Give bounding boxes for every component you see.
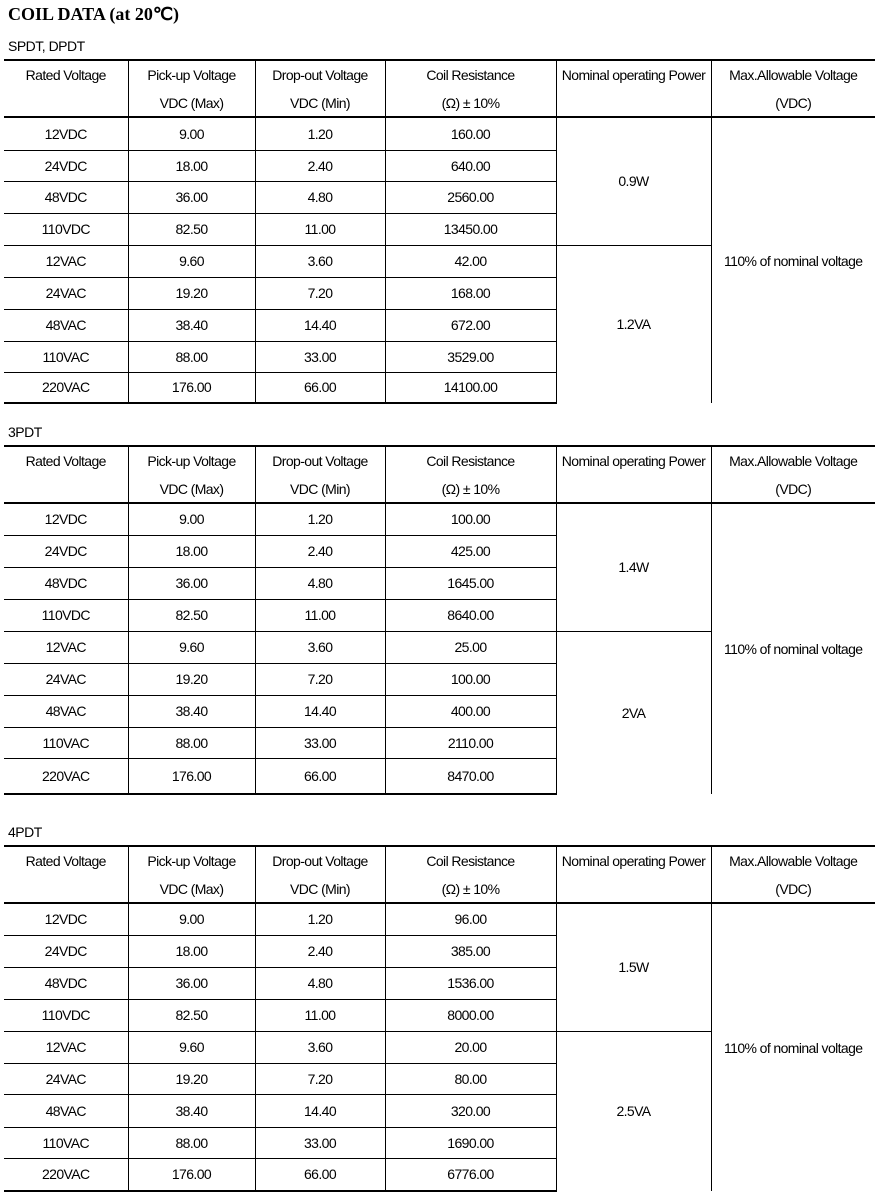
column-header: Pick-up Voltage (128, 60, 255, 89)
coil-resistance-cell: 160.00 (385, 117, 556, 150)
rated-voltage-cell: 220VAC (4, 1158, 128, 1191)
column-header (4, 875, 128, 903)
dropout-voltage-cell: 33.00 (255, 1127, 385, 1158)
rated-voltage-cell: 110VAC (4, 727, 128, 758)
max-allowable-voltage-cell: 110% of nominal voltage (724, 252, 863, 269)
pickup-voltage-cell: 88.00 (128, 727, 255, 758)
coil-resistance-cell: 96.00 (385, 903, 556, 935)
dropout-voltage-cell: 14.40 (255, 1094, 385, 1127)
coil-resistance-cell: 385.00 (385, 935, 556, 967)
section-label: 3PDT (8, 424, 42, 440)
coil-resistance-cell: 100.00 (385, 503, 556, 535)
rated-voltage-cell: 48VAC (4, 695, 128, 727)
dropout-voltage-cell: 14.40 (255, 695, 385, 727)
pickup-voltage-cell: 18.00 (128, 150, 255, 181)
rated-voltage-cell: 24VDC (4, 935, 128, 967)
pickup-voltage-cell: 176.00 (128, 372, 255, 403)
pickup-voltage-cell: 19.20 (128, 663, 255, 695)
pickup-voltage-cell: 176.00 (128, 1158, 255, 1191)
rated-voltage-cell: 24VAC (4, 1063, 128, 1094)
pickup-voltage-cell: 18.00 (128, 535, 255, 567)
column-header: Rated Voltage (4, 446, 128, 475)
coil-resistance-cell: 1536.00 (385, 967, 556, 999)
rated-voltage-cell: 110VDC (4, 999, 128, 1031)
column-header: (VDC) (711, 475, 875, 503)
rated-voltage-cell: 110VDC (4, 213, 128, 245)
column-header (556, 89, 711, 117)
column-header: Coil Resistance (385, 60, 556, 89)
dropout-voltage-cell: 2.40 (255, 935, 385, 967)
coil-data-table (4, 59, 875, 404)
column-header: Pick-up Voltage (128, 846, 255, 875)
dropout-voltage-cell: 3.60 (255, 1031, 385, 1063)
coil-resistance-cell: 1690.00 (385, 1127, 556, 1158)
rated-voltage-cell: 48VAC (4, 309, 128, 341)
pickup-voltage-cell: 38.40 (128, 309, 255, 341)
column-header: Drop-out Voltage (255, 446, 385, 475)
rated-voltage-cell: 24VAC (4, 277, 128, 309)
dropout-voltage-cell: 7.20 (255, 277, 385, 309)
dropout-voltage-cell: 4.80 (255, 181, 385, 213)
column-header: (Ω) ± 10% (385, 89, 556, 117)
pickup-voltage-cell: 82.50 (128, 999, 255, 1031)
nominal-power-ac-cell: 1.2VA (556, 245, 711, 403)
coil-resistance-cell: 42.00 (385, 245, 556, 277)
nominal-power-dc-cell: 1.5W (556, 903, 711, 1031)
column-header (4, 475, 128, 503)
pickup-voltage-cell: 38.40 (128, 695, 255, 727)
dropout-voltage-cell: 7.20 (255, 1063, 385, 1094)
column-header: Max.Allowable Voltage (711, 446, 875, 475)
header-row (4, 475, 875, 503)
rated-voltage-cell: 48VDC (4, 181, 128, 213)
dropout-voltage-cell: 2.40 (255, 150, 385, 181)
coil-data-table (4, 445, 875, 795)
column-header: VDC (Min) (255, 875, 385, 903)
coil-resistance-cell: 672.00 (385, 309, 556, 341)
coil-resistance-cell: 100.00 (385, 663, 556, 695)
dropout-voltage-cell: 4.80 (255, 967, 385, 999)
rated-voltage-cell: 12VAC (4, 245, 128, 277)
column-header: (VDC) (711, 89, 875, 117)
pickup-voltage-cell: 9.60 (128, 245, 255, 277)
coil-resistance-cell: 6776.00 (385, 1158, 556, 1191)
dropout-voltage-cell: 4.80 (255, 567, 385, 599)
column-header: VDC (Max) (128, 875, 255, 903)
dropout-voltage-cell: 11.00 (255, 999, 385, 1031)
page-title: COIL DATA (at 20℃) (8, 4, 180, 24)
header-row (4, 446, 875, 475)
coil-resistance-cell: 3529.00 (385, 341, 556, 372)
rated-voltage-cell: 12VDC (4, 903, 128, 935)
coil-resistance-cell: 320.00 (385, 1094, 556, 1127)
rated-voltage-cell: 48VAC (4, 1094, 128, 1127)
column-header (556, 475, 711, 503)
column-header: VDC (Max) (128, 89, 255, 117)
coil-resistance-cell: 425.00 (385, 535, 556, 567)
column-header: Nominal operating Power (556, 446, 711, 475)
coil-resistance-cell: 400.00 (385, 695, 556, 727)
rated-voltage-cell: 48VDC (4, 967, 128, 999)
dropout-voltage-cell: 11.00 (255, 213, 385, 245)
pickup-voltage-cell: 176.00 (128, 758, 255, 794)
pickup-voltage-cell: 9.60 (128, 631, 255, 663)
column-header: (Ω) ± 10% (385, 475, 556, 503)
header-row (4, 846, 875, 875)
dropout-voltage-cell: 66.00 (255, 372, 385, 403)
coil-resistance-cell: 20.00 (385, 1031, 556, 1063)
column-header (556, 875, 711, 903)
coil-resistance-cell: 2110.00 (385, 727, 556, 758)
pickup-voltage-cell: 36.00 (128, 967, 255, 999)
pickup-voltage-cell: 36.00 (128, 567, 255, 599)
coil-resistance-cell: 8000.00 (385, 999, 556, 1031)
column-header: VDC (Min) (255, 89, 385, 117)
dropout-voltage-cell: 33.00 (255, 341, 385, 372)
dropout-voltage-cell: 3.60 (255, 245, 385, 277)
column-header: Pick-up Voltage (128, 446, 255, 475)
pickup-voltage-cell: 9.00 (128, 117, 255, 150)
dropout-voltage-cell: 14.40 (255, 309, 385, 341)
rated-voltage-cell: 12VAC (4, 1031, 128, 1063)
column-header: Coil Resistance (385, 446, 556, 475)
coil-resistance-cell: 1645.00 (385, 567, 556, 599)
column-header: (VDC) (711, 875, 875, 903)
section-label: SPDT, DPDT (8, 38, 85, 54)
column-header: Nominal operating Power (556, 60, 711, 89)
dropout-voltage-cell: 3.60 (255, 631, 385, 663)
table-row (4, 903, 875, 935)
column-header: Max.Allowable Voltage (711, 60, 875, 89)
nominal-power-dc-cell: 1.4W (556, 503, 711, 631)
dropout-voltage-cell: 1.20 (255, 117, 385, 150)
nominal-power-ac-cell: 2.5VA (556, 1031, 711, 1191)
dropout-voltage-cell: 7.20 (255, 663, 385, 695)
pickup-voltage-cell: 88.00 (128, 1127, 255, 1158)
dropout-voltage-cell: 66.00 (255, 1158, 385, 1191)
nominal-power-dc-cell: 0.9W (556, 117, 711, 245)
column-header: (Ω) ± 10% (385, 875, 556, 903)
coil-resistance-cell: 640.00 (385, 150, 556, 181)
pickup-voltage-cell: 19.20 (128, 1063, 255, 1094)
coil-resistance-cell: 13450.00 (385, 213, 556, 245)
header-row (4, 875, 875, 903)
pickup-voltage-cell: 38.40 (128, 1094, 255, 1127)
rated-voltage-cell: 110VAC (4, 341, 128, 372)
rated-voltage-cell: 24VDC (4, 535, 128, 567)
column-header (4, 89, 128, 117)
pickup-voltage-cell: 19.20 (128, 277, 255, 309)
dropout-voltage-cell: 11.00 (255, 599, 385, 631)
pickup-voltage-cell: 9.60 (128, 1031, 255, 1063)
rated-voltage-cell: 220VAC (4, 758, 128, 794)
max-allowable-voltage-cell: 110% of nominal voltage (724, 1039, 863, 1056)
coil-resistance-cell: 8640.00 (385, 599, 556, 631)
pickup-voltage-cell: 88.00 (128, 341, 255, 372)
column-header: VDC (Max) (128, 475, 255, 503)
table-row (4, 117, 875, 150)
coil-resistance-cell: 14100.00 (385, 372, 556, 403)
rated-voltage-cell: 110VAC (4, 1127, 128, 1158)
pickup-voltage-cell: 82.50 (128, 213, 255, 245)
coil-data-table (4, 845, 875, 1192)
section-label: 4PDT (8, 824, 42, 840)
pickup-voltage-cell: 18.00 (128, 935, 255, 967)
column-header: Rated Voltage (4, 60, 128, 89)
coil-resistance-cell: 25.00 (385, 631, 556, 663)
rated-voltage-cell: 110VDC (4, 599, 128, 631)
column-header: Rated Voltage (4, 846, 128, 875)
coil-resistance-cell: 2560.00 (385, 181, 556, 213)
coil-resistance-cell: 80.00 (385, 1063, 556, 1094)
column-header: Coil Resistance (385, 846, 556, 875)
column-header: VDC (Min) (255, 475, 385, 503)
rated-voltage-cell: 12VDC (4, 117, 128, 150)
column-header: Drop-out Voltage (255, 846, 385, 875)
nominal-power-ac-cell: 2VA (556, 631, 711, 794)
dropout-voltage-cell: 2.40 (255, 535, 385, 567)
pickup-voltage-cell: 36.00 (128, 181, 255, 213)
column-header: Drop-out Voltage (255, 60, 385, 89)
coil-resistance-cell: 8470.00 (385, 758, 556, 794)
rated-voltage-cell: 24VAC (4, 663, 128, 695)
rated-voltage-cell: 12VAC (4, 631, 128, 663)
dropout-voltage-cell: 1.20 (255, 503, 385, 535)
header-row (4, 60, 875, 89)
dropout-voltage-cell: 66.00 (255, 758, 385, 794)
rated-voltage-cell: 12VDC (4, 503, 128, 535)
rated-voltage-cell: 48VDC (4, 567, 128, 599)
max-allowable-voltage-cell: 110% of nominal voltage (724, 641, 863, 657)
pickup-voltage-cell: 9.00 (128, 903, 255, 935)
rated-voltage-cell: 24VDC (4, 150, 128, 181)
column-header: Nominal operating Power (556, 846, 711, 875)
dropout-voltage-cell: 1.20 (255, 903, 385, 935)
dropout-voltage-cell: 33.00 (255, 727, 385, 758)
coil-resistance-cell: 168.00 (385, 277, 556, 309)
column-header: Max.Allowable Voltage (711, 846, 875, 875)
pickup-voltage-cell: 9.00 (128, 503, 255, 535)
rated-voltage-cell: 220VAC (4, 372, 128, 403)
header-row (4, 89, 875, 117)
pickup-voltage-cell: 82.50 (128, 599, 255, 631)
table-row (4, 503, 875, 535)
